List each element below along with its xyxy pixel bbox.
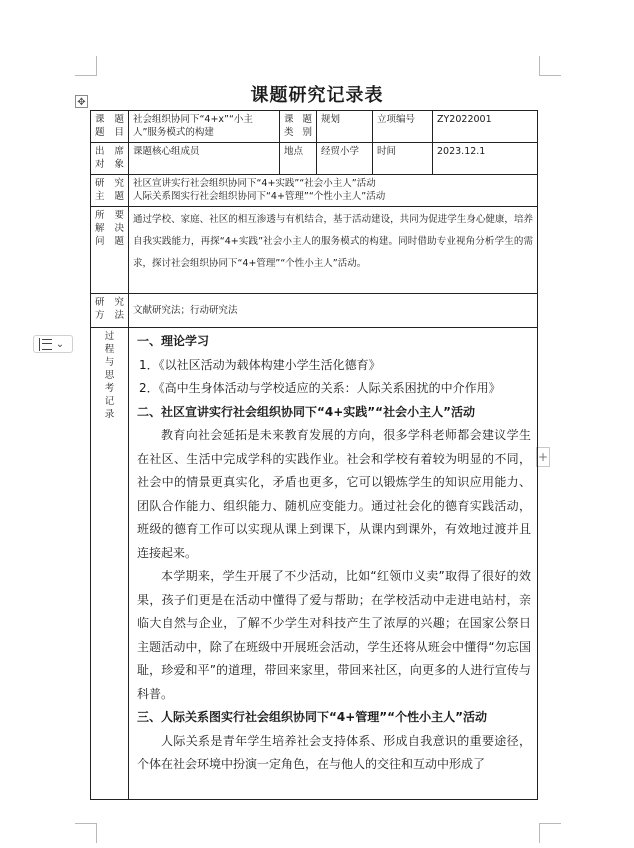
label-problem: 所 要 解 决 问题 [91, 207, 129, 294]
topic-value[interactable]: 社会组织协同下“4+x”“小主人”服务模式的构建 [129, 111, 280, 143]
record-table [90, 110, 538, 800]
move-cross-icon[interactable]: ✥ [75, 95, 88, 108]
label-place: 地点 [280, 143, 317, 175]
time-value[interactable]: 2023.12.1 [433, 143, 538, 175]
add-row-icon[interactable]: + [536, 447, 550, 467]
outline-toggle-button[interactable] [33, 335, 73, 353]
crop-mark-top-right-v [539, 56, 540, 76]
paragraph: 人际关系是青年学生培养社会支持体系、形成自我意识的重要途径，个体在社会环境中扮演一定角色，在与他人的交往和互动中形成了 [137, 733, 531, 771]
paragraph: 教育向社会延拓是未来教育发展的方向，很多学科老师都会建议学生在社区、生活中完成学科的实践作业。社会和学校有着较为明显的不同，社会中的情景更真实化，矛盾也更多，它可以锻炼学生的知识应用能力、团队合作能力、组织能力、随机应变能力。通过社会化的德育实践活动，班级的德育工作可以实现从课上到课下，从课内到课外，有效地过渡并且连接起来。 [137, 428, 531, 560]
paragraph: 本学期来，学生开展了不少活动，比如“红领巾义卖”取得了很好的效果，孩子们更是在活动中懂得了爱与帮助；在学校活动中走进电站村，亲临大自然与企业，了解不少学生对科技产生了浓厚的兴趣；在国家公祭日主题活动中，除了在班级中开展班会活动，学生还将从班会中懂得“勿忘国耻，珍爱和平”的道理，带回来家里，带回来社区，向更多的人进行宣传与科普。 [137, 569, 531, 701]
label-process: 过 程 与 思 考 记 录 [91, 328, 129, 800]
crop-mark-bottom-right-h [539, 823, 561, 824]
label-topic: 课 题 题目 [91, 111, 129, 143]
table-row [91, 294, 538, 328]
document-title: 课题研究记录表 [250, 85, 384, 106]
problem-value[interactable]: 通过学校、家庭、社区的相互渗透与有机结合，基于活动建设，共同为促进学生身心健康，培养自我实践能力，再探“4+实践”社会小主人的服务模式的构建。同时借助专业视角分析学生的需求，探讨社会组织协同下“4+管理”“个性小主人”活动。 [129, 207, 538, 294]
outline-list-icon [42, 339, 52, 350]
crop-mark-bottom-left-v [96, 823, 97, 843]
process-record[interactable] [129, 328, 538, 800]
crop-mark-bottom-left-h [75, 823, 97, 824]
label-attendees: 出 席 对象 [91, 143, 129, 175]
place-value[interactable]: 经贸小学 [317, 143, 373, 175]
theme-line: 社区宣讲实行社会组织协同下“4+实践”“社会小主人”活动 [133, 178, 376, 189]
crop-mark-top-right-h [539, 75, 561, 76]
category-value[interactable]: 规划 [317, 111, 373, 143]
crop-mark-top-left-h [75, 75, 97, 76]
label-theme: 研 究 主题 [91, 175, 129, 207]
section-heading: 二、社区宣讲实行社会组织协同下“4+实践”“社会小主人”活动 [137, 404, 475, 419]
list-item: 2．《高中生身体活动与学校适应的关系：人际关系困扰的中介作用》 [139, 381, 501, 395]
table-row [91, 328, 538, 800]
section-heading: 一、理论学习 [137, 334, 210, 348]
chevron-down-icon: ⌄ [55, 338, 65, 350]
theme-line: 人际关系图实行社会组织协同下“4+管理”“个性小主人”活动 [133, 191, 386, 202]
attendees-value[interactable]: 课题核心组成员 [129, 143, 280, 175]
label-method: 研 究 方法 [91, 294, 129, 328]
project-no-value[interactable]: ZY2022001 [433, 111, 538, 143]
crop-mark-bottom-right-v [539, 823, 540, 843]
table-row [91, 111, 538, 143]
label-time: 时间 [373, 143, 433, 175]
label-category: 课 题 类别 [280, 111, 317, 143]
table-row [91, 175, 538, 207]
method-value[interactable]: 文献研究法；行动研究法 [129, 294, 538, 328]
section-heading: 三、人际关系图实行社会组织协同下“4+管理”“个性小主人”活动 [137, 710, 487, 724]
table-row [91, 207, 538, 294]
list-item: 1．《以社区活动为载体构建小学生活化德育》 [139, 357, 381, 372]
table-row [91, 143, 538, 175]
theme-value[interactable] [129, 175, 538, 207]
label-project-no: 立项编号 [373, 111, 433, 143]
crop-mark-top-left-v [96, 56, 97, 76]
